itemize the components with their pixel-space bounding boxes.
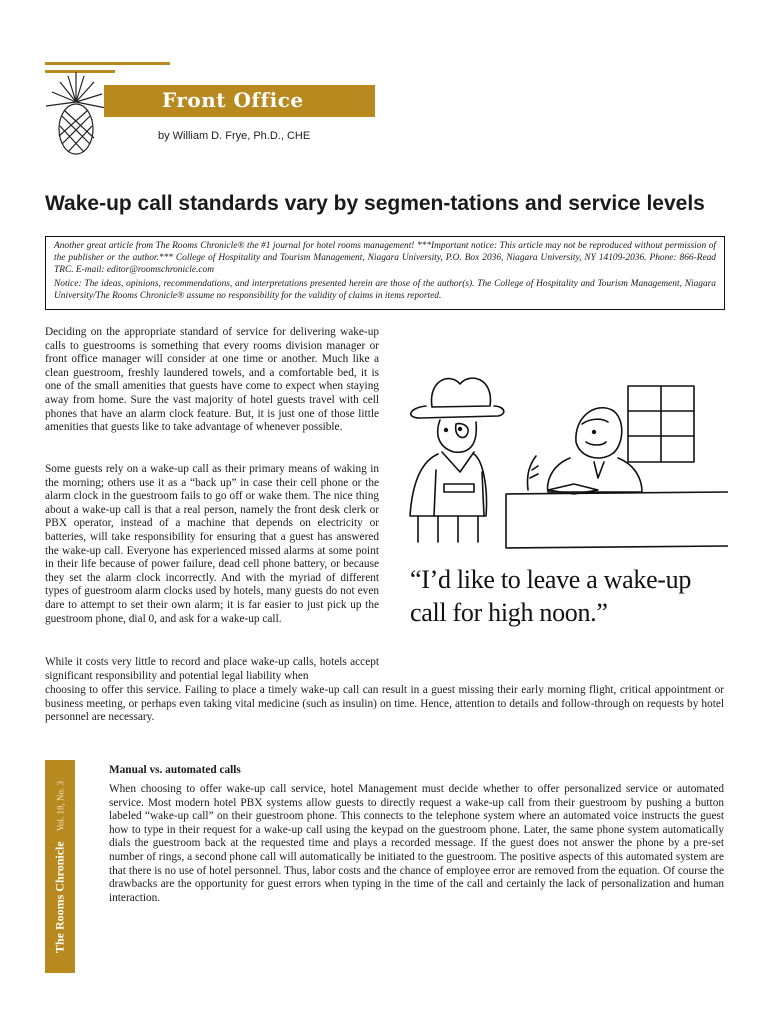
cartoon-caption: “I’d like to leave a wake-up call for high noon.” [410,565,692,627]
publication-side-band [45,760,75,973]
pineapple-icon [40,72,112,158]
body-paragraph-3-end: choosing to offer this service. Failing to place a timely wake-up call can result in a guest missing their early morning flight, critical appointment or business meeting, or perhaps even taking vital medicine (such as insulin) on time. Hence, attention to details and follow-through on requests by hotel personnel are necessary. [45,684,724,724]
body-paragraph-4: When choosing to offer wake-up call service, hotel Management must decide whether to offer personalized service or automated service. Most modern hotel PBX systems allow guests to directly request a wake-up call from their guestroom by pushing a button labeled “wake-up call” on their guestroom phone. This connects to the telephone system where an automated voice instructs the guest how to type in their request for a wake-up call using the keypad on the guestroom phone. Later, the same phone system automatically dials the guestroom back at the requested time and plays a recorded message. If the guest does not answer the phone by a pre-set number of rings, a second phone call will automatically be initiated to the guestroom. The positive aspects of this automated system are that there is no use of hotel personnel. Thus, labor costs and the chance of employee error are removed from the equation. Of course the drawbacks are the opportunity for guest errors when typing in the time of the call and certainly the lack of personalization and human interaction. [109,783,724,904]
cartoon-illustration [398,366,728,556]
body-paragraph-3-start: While it costs very little to record and place wake-up calls, hotels accept significant responsibility and potential legal liability when [45,656,379,682]
section-banner: Front Office [104,85,375,117]
article-headline: Wake-up call standards vary by segmen-tations and service levels [45,192,705,215]
disclaimer-notice: Notice: The ideas, opinions, recommendations, and interpretations presented herein are those of the author(s). The College of Hospitality and Tourism Management, Niagara University/The Rooms Chronicle® assume no responsibility for the validity of claims in items reported. [54,279,716,301]
publication-name: The Rooms Chronicle [52,840,67,953]
volume-number: Vol. 18, No. 3 [55,780,66,831]
body-paragraph-1: Deciding on the appropriate standard of service for delivering wake-up calls to guestrooms is something that every rooms division manager or front office manager will consider at one time or another. Much like a clean guestroom, freshly laundered towels, and a comfortable bed, it is one of the small amenities that guests have come to expect when staying away from home. Sure the vast majority of hotel guests travel with cell phones that have an alarm clock feature. But, it is just one of those little amenities that guests like to take advantage of whenever possible. [45,326,379,434]
body-paragraph-2: Some guests rely on a wake-up call as their primary means of waking in the morning; others use it as a “back up” in case their cell phone or the alarm clock in the guestroom fails to go off or wake them. The nice thing about a wake-up call is that a real person, namely the front desk clerk or PBX operator, instead of a machine that depends on electricity or batteries, will take responsibility for ensuring that a guest has answered the wake-up call. Everyone has experienced missed alarms at some point in their life because of power failure, dead cell phone battery, or because they set the alarm clock incorrectly. And with the myriad of different types of guestroom alarm clocks used by hotels, many guests do not even dare to attempt to set their own alarm; it is far easier to just pick up the guestroom phone, dial 0, and ask for a wake-up call. [45,463,379,625]
copyright-notice-box [45,236,725,310]
byline: by William D. Frye, Ph.D., CHE [158,130,311,142]
copyright-notice: Another great article from The Rooms Chronicle® the #1 journal for hotel rooms management! ***Important notice: This article may not be reproduced without permission of the publisher or the author.*** College of Hospitality and Tourism Management, Niagara University, P.O. Box 2036, Niagara University, NY 14109-2036. Phone: 866-Read TRC. E-mail: editor@roomschronicle.com [54,241,716,275]
header-rule-top [45,62,170,65]
subsection-heading: Manual vs. automated calls [109,764,241,776]
